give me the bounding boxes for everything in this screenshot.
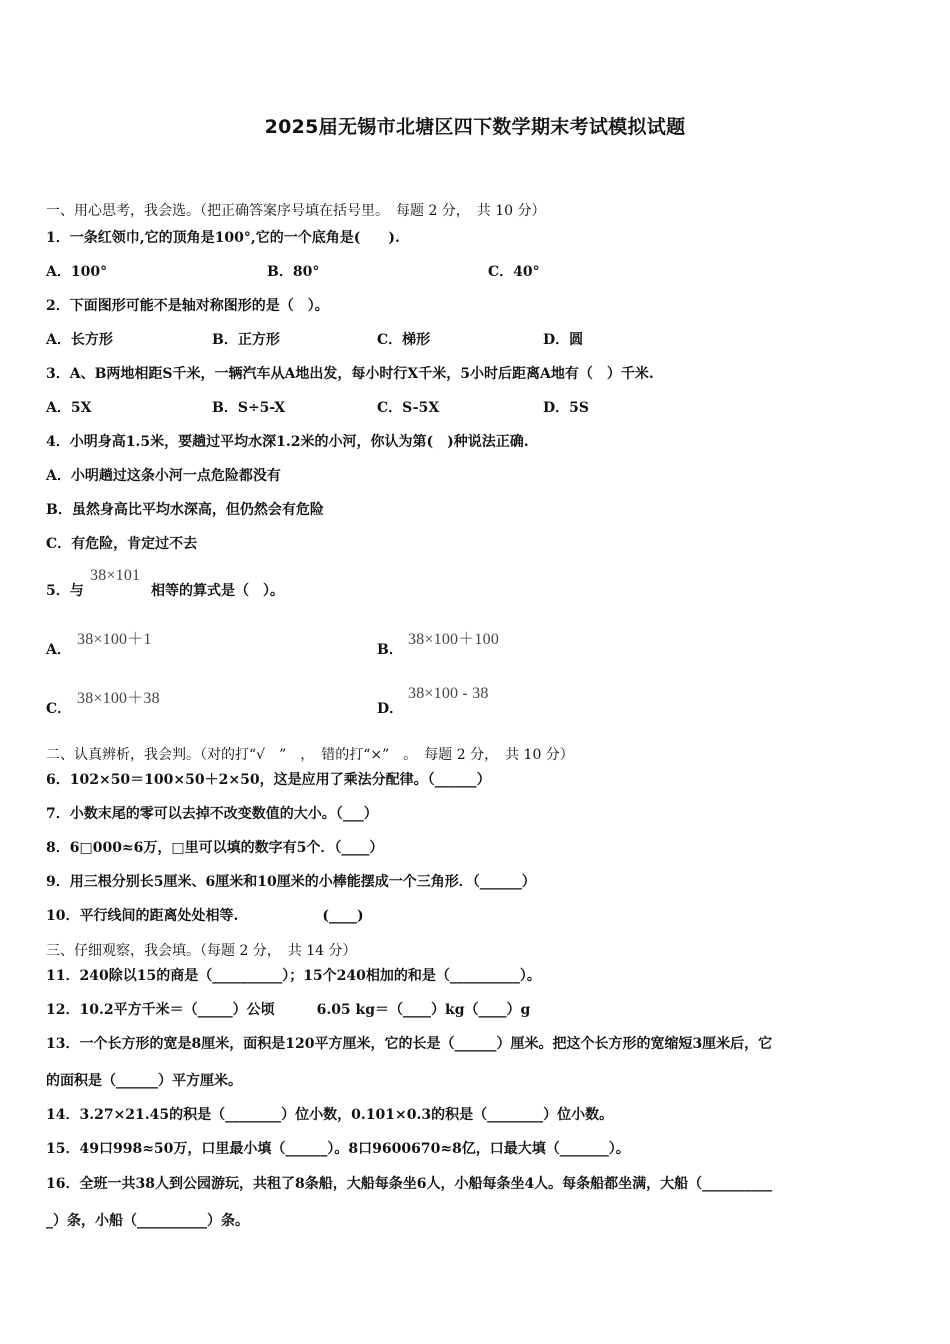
q5-expression: 38×101 [90,567,141,584]
q4-option-a: A．小明趟过这条小河一点危险都没有 [46,468,281,484]
question-10: 10．平行线间的距离处处相等. (____) [46,908,364,924]
q1-option-c: C．40° [488,264,540,280]
section-1-header: 一、用心思考，我会选。（把正确答案序号填在括号里。 每题 2 分， 共 10 分） [46,203,546,219]
q3-option-c: C．S-5X [377,400,440,416]
question-13-line-2: 的面积是（______）平方厘米。 [46,1073,242,1089]
question-16-line-1: 16．全班一共38人到公园游玩，共租了8条船，大船每条坐6人，小船每条坐4人。每条船都坐满，大船（__________ [46,1176,773,1192]
q2-option-d: D．圆 [543,332,584,348]
q4-option-b: B．虽然身高比平均水深高，但仍然会有危险 [46,502,324,518]
q5-option-a-expression: 38×100＋1 [77,631,152,648]
q5-option-b-label: B． [377,642,403,658]
q1-option-a: A．100° [46,264,108,280]
q5-option-d-label: D． [377,701,404,717]
q2-option-b: B．正方形 [212,332,280,348]
question-3: 3．A、B两地相距S千米，一辆汽车从A地出发，每小时行X千米，5小时后距离A地有（ ）千米. [46,366,654,382]
q3-option-b: B．S÷5-X [212,400,286,416]
q5-option-d-expression: 38×100 - 38 [408,685,489,702]
question-9: 9．用三根分别长5厘米、6厘米和10厘米的小棒能摆成一个三角形．（______） [46,874,536,890]
question-6: 6．102×50＝100×50＋2×50，这是应用了乘法分配律。（______） [46,772,491,788]
section-3-header: 三、仔细观察，我会填。（每题 2 分， 共 14 分） [46,943,357,959]
q2-option-c: C．梯形 [377,332,431,348]
question-1: 1．一条红领巾,它的顶角是100°,它的一个底角是( ). [46,230,400,246]
question-15: 15．49口998≈50万，口里最小填（______）。8口9600670≈8亿，口最大填（_______）。 [46,1141,630,1157]
q5-option-c-expression: 38×100＋38 [77,690,160,707]
question-14: 14．3.27×21.45的积是（________）位小数，0.101×0.3的积是（________）位小数。 [46,1107,614,1123]
q4-option-c: C．有危险，肯定过不去 [46,536,198,552]
q5-prefix: 5．与 [46,583,84,599]
q5-option-a-label: A． [46,642,71,658]
question-12: 12．10.2平方千米＝（_____）公顷 6.05 kg＝（____）kg（____）g [46,1002,531,1018]
q2-option-a: A．长方形 [46,332,113,348]
question-11: 11．240除以15的商是（__________）；15个240相加的和是（__________）。 [46,968,541,984]
q5-option-b-expression: 38×100＋100 [408,631,500,648]
section-2-header: 二、认真辨析，我会判。（对的打“√ ” ， 错的打“×” 。 每题 2 分， 共 10 分） [46,747,574,763]
q3-option-d: D．5S [543,400,589,416]
question-8: 8．6□000≈6万，□里可以填的数字有5个．（____） [46,840,384,856]
q3-option-a: A．5X [46,400,92,416]
q1-option-b: B．80° [267,264,320,280]
page-title: 2025届无锡市北塘区四下数学期末考试模拟试题 [264,116,686,138]
q5-option-c-label: C． [46,701,72,717]
question-13-line-1: 13．一个长方形的宽是8厘米，面积是120平方厘米，它的长是（______）厘米。把这个长方形的宽缩短3厘米后，它 [46,1036,773,1052]
q5-suffix: 相等的算式是（ ）。 [151,583,284,599]
question-16-line-2: _）条，小船（__________）条。 [46,1213,249,1229]
question-4: 4．小明身高1.5米，要趟过平均水深1.2米的小河，你认为第( )种说法正确. [46,434,529,450]
question-2: 2．下面图形可能不是轴对称图形的是（ ）。 [46,298,329,314]
question-7: 7．小数末尾的零可以去掉不改变数值的大小。（___） [46,806,378,822]
